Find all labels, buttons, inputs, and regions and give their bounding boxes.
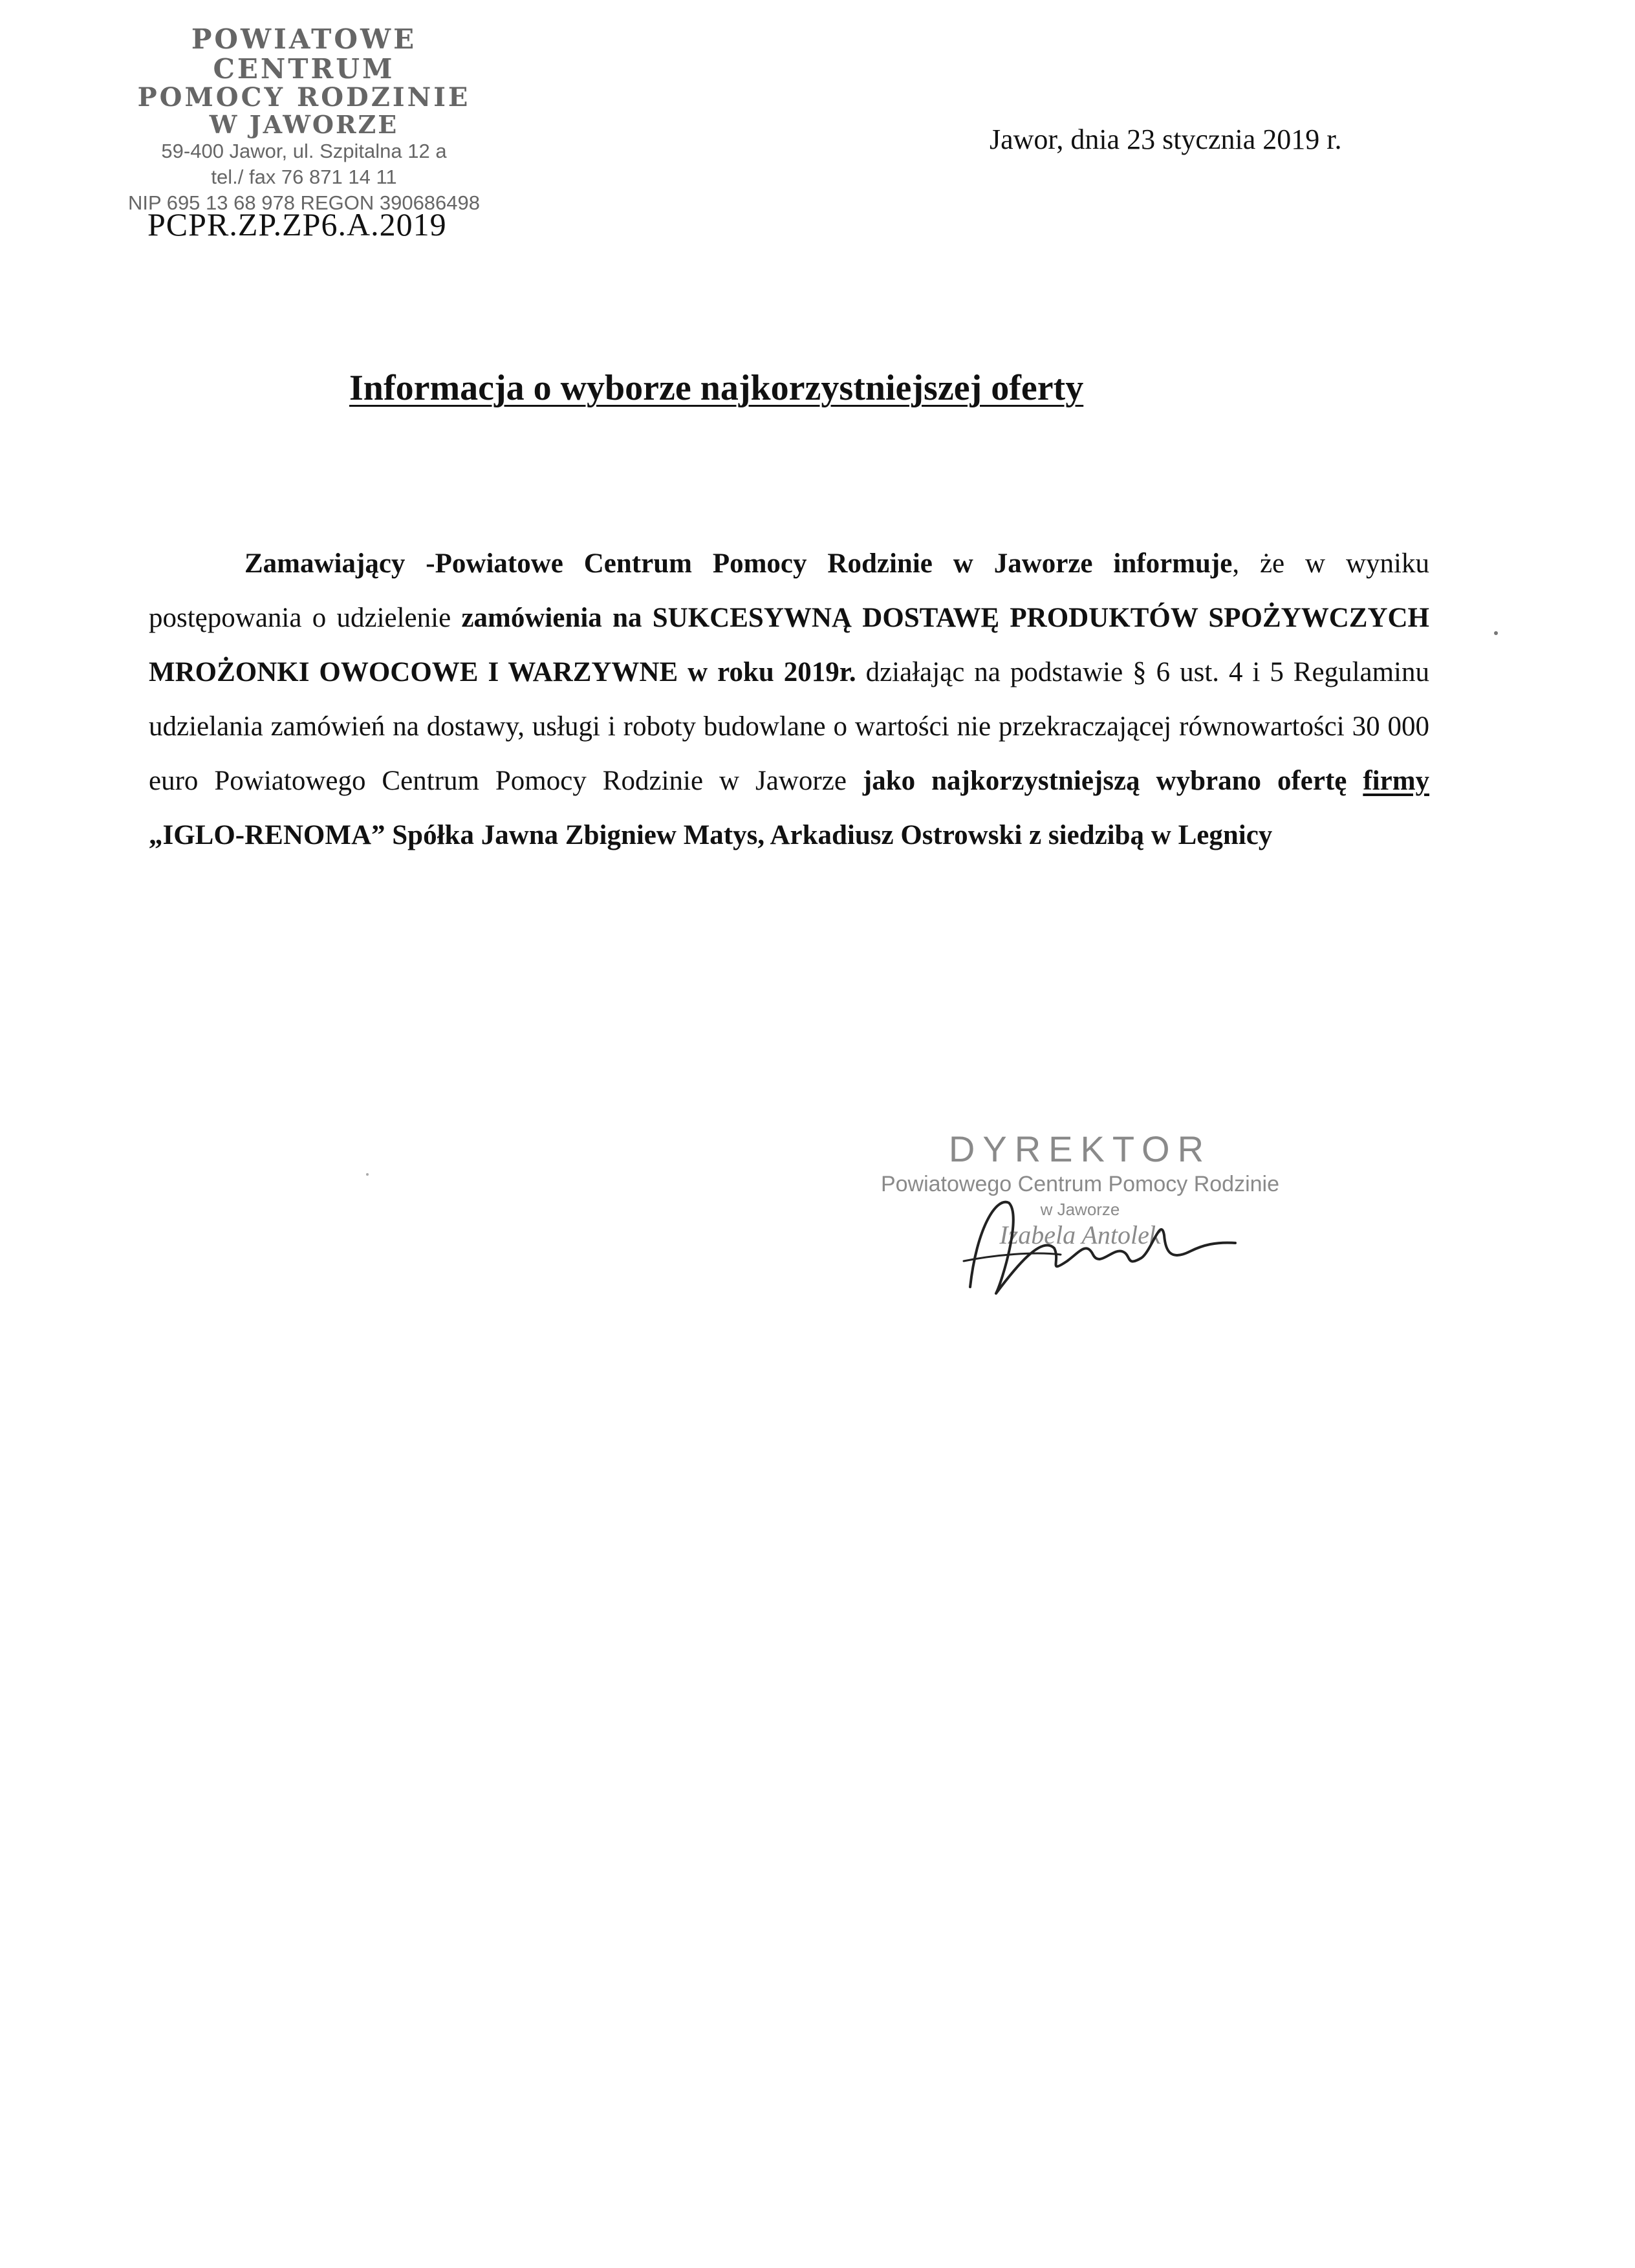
stamp-line-1: POWIATOWE CENTRUM bbox=[191, 23, 417, 85]
body-text-1: , że w wyniku postępowania o udzielenie bbox=[149, 548, 1429, 633]
stamp-phone: tel./ fax 76 871 14 11 bbox=[211, 166, 397, 188]
document-title: Informacja o wyborze najkorzystniejszej oferty bbox=[349, 368, 1084, 408]
body-contracting-authority: Zamawiający -Powiatowe Centrum Pomocy Rodzinie w Jaworze informuje bbox=[244, 548, 1233, 579]
body-firm-label: firmy bbox=[1363, 766, 1430, 796]
body-selection: jako najkorzystniejszą wybrano ofertę bbox=[862, 766, 1363, 796]
scan-speck bbox=[366, 1173, 369, 1176]
reference-number: PCPR.ZP.ZP6.A.2019 bbox=[147, 206, 447, 243]
stamp-line-2: POMOCY RODZINIE bbox=[137, 82, 471, 113]
stamp-line-3: W JAWORZE bbox=[209, 110, 399, 139]
director-institution: Powiatowego Centrum Pomocy Rodzinie bbox=[880, 1172, 1280, 1196]
document-body bbox=[149, 537, 1429, 863]
stamp-address: 59-400 Jawor, ul. Szpitalna 12 a bbox=[161, 140, 447, 162]
handwritten-signature bbox=[957, 1190, 1255, 1306]
body-contract-subject: zamówienia na SUKCESYWNĄ DOSTAWĘ PRODUKTÓW SPOŻYWCZYCH MROŻONKI OWOCOWE I WARZYWNE w roku 2019r. bbox=[149, 603, 1429, 687]
document-date: Jawor, dnia 23 stycznia 2019 r. bbox=[990, 124, 1342, 155]
director-location: w Jaworze bbox=[1040, 1200, 1120, 1219]
director-name: Izabela Antolek bbox=[999, 1220, 1161, 1249]
body-winner: „IGLO-RENOMA” Spółka Jawna Zbigniew Matys, Arkadiusz Ostrowski z siedzibą w Legnicy bbox=[149, 820, 1273, 850]
body-text-2: działając na podstawie § 6 ust. 4 i 5 Regulaminu udzielania zamówień na dostawy, usługi i roboty budowlane o wartości nie przekraczającej równowartości 30 000 euro Powiatowego Centrum Pomocy Rodzinie w Jaworze bbox=[149, 657, 1429, 796]
scan-speck bbox=[1494, 631, 1498, 635]
director-title: DYREKTOR bbox=[948, 1129, 1212, 1169]
stamp-tax-ids: NIP 695 13 68 978 REGON 390686498 bbox=[127, 191, 481, 214]
institution-stamp bbox=[97, 25, 511, 216]
